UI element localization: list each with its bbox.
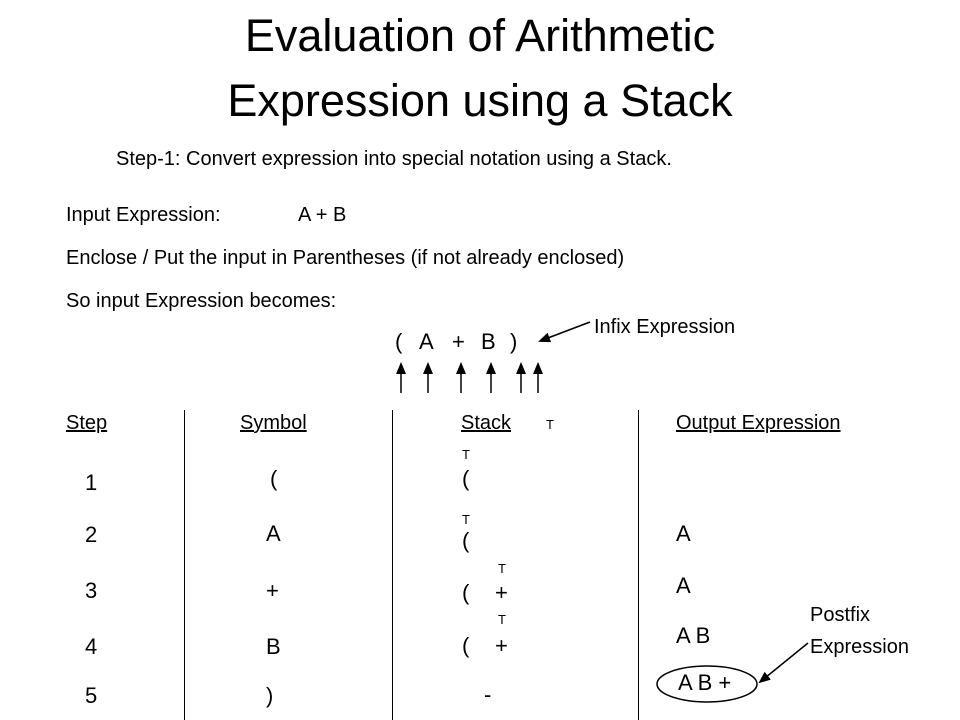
stack-top-marker: T — [498, 612, 506, 627]
infix-expression-label: Infix Expression — [594, 316, 736, 338]
row-symbol: ) — [266, 683, 274, 708]
stack-item: + — [495, 580, 508, 605]
header-stack: Stack — [461, 412, 512, 434]
infix-symbol-a: A — [419, 329, 434, 354]
output-expression: A B + — [678, 670, 732, 695]
input-expression-label: Input Expression: — [66, 204, 221, 226]
infix-symbol-b: B — [481, 329, 496, 354]
stack-item: ( — [462, 466, 470, 491]
row-symbol: B — [266, 634, 281, 659]
enclose-instruction: Enclose / Put the input in Parentheses (if not already enclosed) — [66, 247, 625, 269]
postfix-highlight-ellipse — [657, 666, 757, 702]
header-output-expression: Output Expression — [676, 412, 841, 434]
stack-item: + — [495, 633, 508, 658]
stack-top-marker: T — [498, 561, 506, 576]
page-title-line-2: Expression using a Stack — [227, 75, 733, 126]
infix-pointer-arrow — [540, 322, 590, 341]
step-number: 3 — [85, 578, 98, 603]
postfix-pointer-arrow — [760, 643, 808, 682]
postfix-label-line-2: Expression — [810, 636, 909, 658]
step-number: 4 — [85, 634, 98, 659]
stack-item: ( — [462, 528, 470, 553]
row-symbol: A — [266, 521, 281, 546]
output-expression: A — [676, 573, 691, 598]
step-1-description: Step-1: Convert expression into special notation using a Stack. — [116, 148, 672, 170]
stack-top-marker: T — [462, 447, 470, 462]
page-title-line-1: Evaluation of Arithmetic — [244, 10, 716, 61]
header-step: Step — [66, 412, 108, 434]
output-expression: A — [676, 521, 691, 546]
stack-top-marker: T — [462, 512, 470, 527]
input-expression-value: A + B — [298, 204, 347, 226]
step-number: 1 — [85, 470, 98, 495]
stack-item: ( — [462, 633, 470, 658]
scan-arrows — [401, 364, 538, 393]
step-number: 5 — [85, 683, 98, 708]
step-number: 2 — [85, 522, 98, 547]
row-symbol: + — [266, 578, 279, 603]
stack-item: - — [484, 682, 492, 707]
postfix-label-line-1: Postfix — [810, 604, 871, 626]
stack-item: ( — [462, 580, 470, 605]
output-expression: A B — [676, 623, 711, 648]
becomes-text: So input Expression becomes: — [66, 290, 337, 312]
stack-top-marker: T — [546, 417, 554, 432]
infix-close-paren: ) — [510, 329, 518, 354]
infix-open-paren: ( — [395, 329, 403, 354]
row-symbol: ( — [270, 466, 278, 491]
infix-symbol-plus: + — [452, 329, 465, 354]
header-symbol: Symbol — [240, 412, 307, 434]
